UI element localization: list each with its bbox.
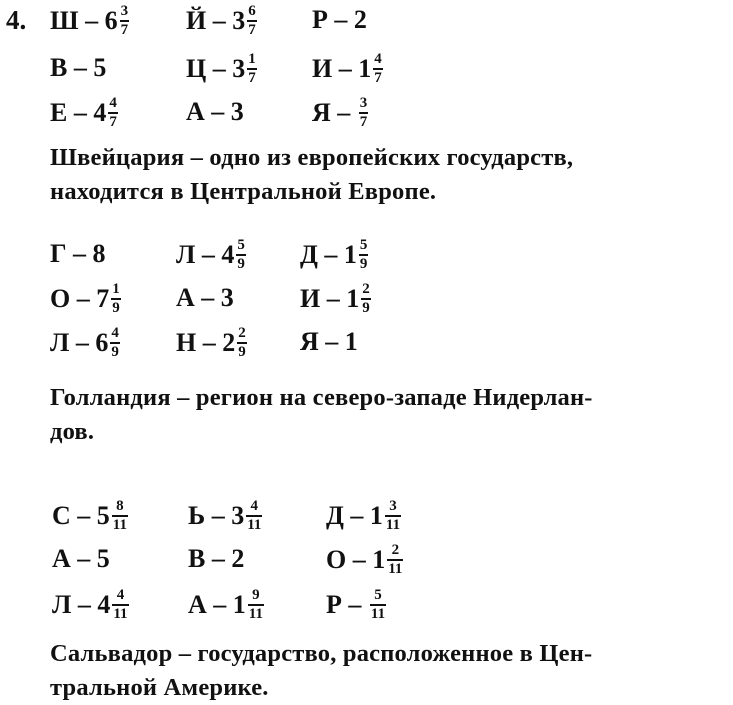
letter: А	[52, 544, 71, 573]
whole-number: 6	[104, 5, 118, 35]
letter: Й	[186, 5, 207, 35]
fraction-numerator: 4	[109, 95, 117, 111]
fraction	[373, 52, 383, 86]
letter-value-item	[312, 96, 368, 130]
letter-value-item	[52, 588, 129, 622]
fraction-numerator: 1	[248, 51, 256, 67]
fraction-denominator: 7	[374, 69, 382, 86]
fraction	[112, 499, 128, 533]
dash-separator: –	[196, 327, 223, 357]
letter-value-item	[188, 543, 244, 575]
whole-number: 8	[92, 239, 106, 268]
fraction-denominator: 7	[359, 113, 368, 130]
dash-separator: –	[67, 97, 94, 127]
fraction	[385, 499, 401, 533]
letter-value-item	[176, 238, 246, 272]
letter: Д	[300, 239, 318, 269]
fraction	[359, 238, 369, 272]
whole-number: 1	[344, 327, 358, 356]
fraction-denominator: 11	[248, 605, 263, 622]
letter: Л	[176, 239, 196, 269]
whole-number: 3	[230, 97, 244, 126]
letter: Г	[50, 239, 67, 268]
fraction-numerator: 5	[374, 587, 382, 603]
dash-separator: –	[206, 53, 233, 83]
dash-separator: –	[205, 500, 232, 530]
whole-number: 6	[95, 327, 109, 357]
letter-value-item	[312, 52, 383, 86]
dash-separator: –	[66, 239, 93, 268]
dash-separator: –	[70, 283, 97, 313]
letter: Н	[176, 327, 197, 357]
dash-separator: –	[67, 53, 94, 82]
fraction	[120, 4, 130, 38]
whole-number: 4	[93, 97, 107, 127]
whole-number: 3	[231, 500, 245, 530]
letter: Ь	[188, 500, 206, 530]
fraction	[370, 588, 386, 622]
letter-value-item	[300, 282, 371, 316]
answer-text-line: дов.	[50, 418, 95, 445]
fraction	[247, 52, 257, 86]
letter-value-item	[186, 4, 257, 38]
letter-value-item	[52, 543, 110, 575]
answer-text-line: находится в Центральной Европе.	[50, 178, 437, 205]
fraction-numerator: 2	[238, 325, 246, 341]
letter: А	[186, 97, 205, 126]
letter-value-item	[50, 4, 129, 38]
whole-number: 1	[343, 239, 357, 269]
fraction-numerator: 5	[237, 237, 245, 253]
dash-separator: –	[206, 5, 233, 35]
fraction-denominator: 11	[388, 560, 403, 577]
fraction	[246, 499, 262, 533]
letter-value-item	[50, 52, 106, 84]
fraction-denominator: 7	[248, 69, 256, 86]
letter-value-item	[300, 326, 358, 358]
fraction-denominator: 9	[359, 255, 368, 272]
fraction-numerator: 4	[250, 498, 259, 514]
whole-number: 1	[369, 500, 383, 530]
fraction-denominator: 7	[248, 21, 256, 38]
whole-number: 1	[346, 283, 360, 313]
fraction-denominator: 7	[120, 21, 129, 38]
dash-separator: –	[320, 283, 347, 313]
whole-number: 5	[96, 500, 110, 530]
letter-value-item	[186, 52, 257, 86]
dash-separator: –	[205, 544, 232, 573]
answer-text-line: Сальвадор – государство, расположенное в Цен-	[50, 640, 593, 667]
dash-separator: –	[78, 5, 105, 35]
fraction-numerator: 4	[374, 51, 382, 67]
dash-separator: –	[71, 589, 98, 619]
dash-separator: –	[69, 327, 96, 357]
fraction	[110, 326, 120, 360]
letter: Я	[300, 327, 319, 356]
answer-text-line: Голландия – регион на северо-западе Нидерлан-	[50, 384, 593, 411]
letter-value-item	[312, 4, 367, 36]
whole-number: 2	[353, 5, 367, 34]
dash-separator: –	[70, 544, 97, 573]
letter: Е	[50, 97, 68, 127]
fraction-numerator: 6	[248, 3, 256, 19]
fraction-denominator: 9	[111, 343, 119, 360]
letter-value-item	[176, 282, 234, 314]
whole-number: 2	[222, 327, 236, 357]
fraction	[237, 326, 247, 360]
fraction	[111, 282, 121, 316]
answer-text-line: Швейцария – одно из европейских государств,	[50, 144, 574, 171]
letter-value-item	[300, 238, 368, 272]
fraction-numerator: 3	[359, 95, 368, 111]
letter-value-item	[326, 499, 401, 533]
letter-value-item	[50, 96, 118, 130]
letter: О	[50, 283, 71, 313]
letter-value-item	[326, 588, 386, 622]
letter-value-item	[176, 326, 247, 360]
fraction-denominator: 11	[247, 516, 262, 533]
letter: В	[188, 544, 206, 573]
letter: А	[188, 589, 207, 619]
fraction-numerator: 8	[116, 498, 124, 514]
letter-value-item	[50, 282, 121, 316]
letter: Л	[52, 589, 72, 619]
fraction-denominator: 7	[109, 113, 117, 130]
letter: Л	[50, 327, 70, 357]
fraction-numerator: 9	[252, 587, 260, 603]
letter-value-item	[50, 238, 106, 270]
whole-number: 3	[232, 53, 246, 83]
letter-value-item	[52, 499, 128, 533]
dash-separator: –	[343, 500, 370, 530]
fraction-denominator: 9	[238, 343, 246, 360]
dash-separator: –	[70, 500, 97, 530]
dash-separator: –	[341, 589, 368, 619]
fraction-denominator: 9	[237, 255, 245, 272]
letter: С	[52, 500, 71, 530]
fraction-numerator: 3	[120, 3, 129, 19]
fraction	[361, 282, 371, 316]
fraction-denominator: 9	[112, 299, 120, 316]
dash-separator: –	[194, 283, 221, 312]
fraction	[359, 96, 369, 130]
dash-separator: –	[318, 327, 345, 356]
whole-number: 5	[93, 53, 107, 82]
fraction	[108, 96, 118, 130]
fraction-denominator: 9	[362, 299, 370, 316]
letter: И	[300, 283, 321, 313]
letter-value-item	[326, 543, 403, 577]
whole-number: 3	[232, 5, 246, 35]
fraction-numerator: 5	[359, 237, 368, 253]
fraction-numerator: 4	[111, 325, 119, 341]
fraction-numerator: 2	[391, 542, 400, 558]
letter: И	[312, 53, 333, 83]
fraction	[387, 543, 403, 577]
fraction-denominator: 11	[112, 516, 127, 533]
fraction	[248, 588, 264, 622]
letter: Д	[326, 500, 344, 530]
fraction	[112, 588, 128, 622]
whole-number: 4	[97, 589, 111, 619]
answer-text-line: тральной Америке.	[50, 674, 269, 701]
letter: Р	[326, 589, 342, 619]
fraction-denominator: 11	[385, 516, 401, 533]
fraction-numerator: 4	[116, 587, 125, 603]
whole-number: 3	[220, 283, 234, 312]
dash-separator: –	[330, 97, 357, 127]
whole-number: 5	[96, 544, 110, 573]
fraction-numerator: 2	[362, 281, 370, 297]
fraction-numerator: 1	[112, 281, 120, 297]
letter: Ц	[186, 53, 207, 83]
letter: О	[326, 544, 347, 574]
letter-value-item	[186, 96, 244, 128]
whole-number: 1	[372, 544, 386, 574]
letter-value-item	[188, 499, 262, 533]
fraction-denominator: 11	[370, 605, 386, 622]
dash-separator: –	[346, 544, 373, 574]
dash-separator: –	[332, 53, 359, 83]
whole-number: 7	[96, 283, 110, 313]
fraction	[236, 238, 246, 272]
exercise-number: 4.	[6, 5, 27, 35]
whole-number: 4	[221, 239, 235, 269]
dash-separator: –	[204, 97, 231, 126]
dash-separator: –	[327, 5, 354, 34]
dash-separator: –	[317, 239, 344, 269]
whole-number: 2	[231, 544, 245, 573]
letter-value-item	[188, 588, 264, 622]
dash-separator: –	[195, 239, 222, 269]
letter: В	[50, 53, 68, 82]
whole-number: 1	[358, 53, 372, 83]
letter: Р	[312, 5, 328, 34]
whole-number: 1	[232, 589, 246, 619]
dash-separator: –	[206, 589, 233, 619]
letter-value-item	[50, 326, 120, 360]
letter: Я	[312, 97, 331, 127]
fraction-numerator: 3	[389, 498, 397, 514]
letter: А	[176, 283, 195, 312]
fraction-denominator: 11	[113, 605, 128, 622]
letter: Ш	[50, 5, 79, 35]
fraction	[247, 4, 257, 38]
